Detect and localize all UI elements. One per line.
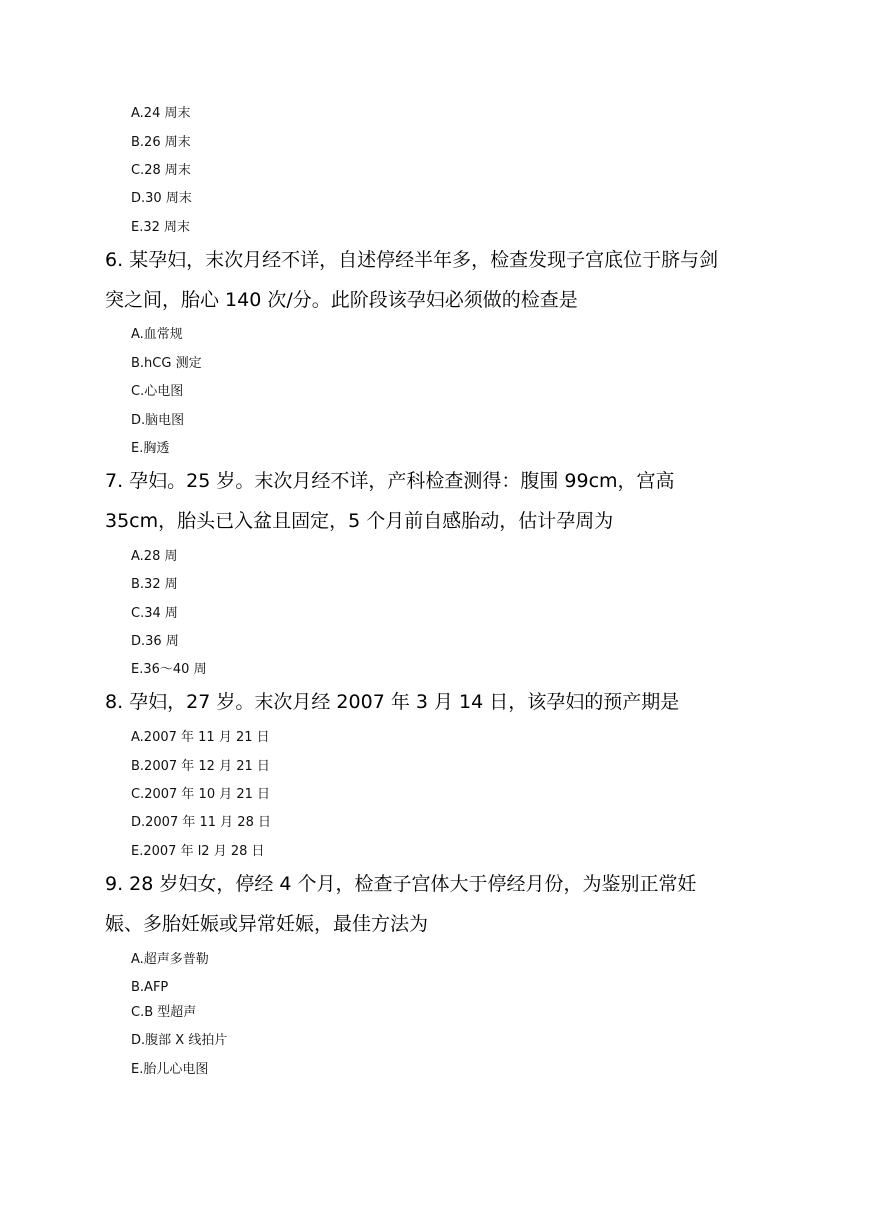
q8-option-b: B.2007 年 12 月 21 日 — [131, 759, 270, 774]
q6-option-c: C.心电图 — [131, 384, 184, 399]
q6-option-b: B.hCG 测定 — [131, 356, 202, 371]
q7-option-a: A.28 周 — [131, 549, 178, 564]
q6-stem-line1: 6. 某孕妇，末次月经不详，自述停经半年多，检查发现子宫底位于脐与剑 — [105, 249, 719, 271]
q7-stem-line1: 7. 孕妇。25 岁。末次月经不详，产科检查测得：腹围 99cm，宫高 — [105, 470, 675, 492]
q7-option-e: E.36～40 周 — [131, 662, 207, 677]
q9-option-b: B.AFP — [131, 980, 169, 995]
q9-stem-line1: 9. 28 岁妇女，停经 4 个月，检查子宫体大于停经月份，为鉴别正常妊 — [105, 873, 697, 895]
q9-option-c: C.B 型超声 — [131, 1005, 197, 1020]
q8-option-c: C.2007 年 10 月 21 日 — [131, 787, 271, 802]
q8-option-a: A.2007 年 11 月 21 日 — [131, 730, 270, 745]
q8-stem-line1: 8. 孕妇，27 岁。末次月经 2007 年 3 月 14 日，该孕妇的预产期是 — [105, 691, 680, 713]
q6-option-e: E.胸透 — [131, 441, 170, 456]
q8-option-e: E.2007 年 l2 月 28 日 — [131, 844, 265, 859]
q9-option-a: A.超声多普勒 — [131, 952, 209, 967]
q5-option-e: E.32 周末 — [131, 220, 191, 235]
q7-stem-line2: 35cm，胎头已入盆且固定，5 个月前自感胎动，估计孕周为 — [105, 510, 614, 532]
q7-option-d: D.36 周 — [131, 634, 179, 649]
q5-option-b: B.26 周末 — [131, 135, 191, 150]
q6-option-d: D.脑电图 — [131, 413, 185, 428]
q7-option-b: B.32 周 — [131, 577, 178, 592]
q5-option-a: A.24 周末 — [131, 106, 191, 121]
q5-option-d: D.30 周末 — [131, 191, 192, 206]
q9-stem-line2: 娠、多胎妊娠或异常妊娠，最佳方法为 — [105, 913, 429, 935]
q7-option-c: C.34 周 — [131, 606, 178, 621]
q6-stem-line2: 突之间，胎心 140 次/分。此阶段该孕妇必须做的检查是 — [105, 289, 578, 311]
q6-option-a: A.血常规 — [131, 327, 183, 342]
q9-option-d: D.腹部 X 线拍片 — [131, 1033, 228, 1048]
q9-option-e: E.胎儿心电图 — [131, 1062, 209, 1077]
q5-option-c: C.28 周末 — [131, 163, 191, 178]
q8-option-d: D.2007 年 11 月 28 日 — [131, 815, 271, 830]
